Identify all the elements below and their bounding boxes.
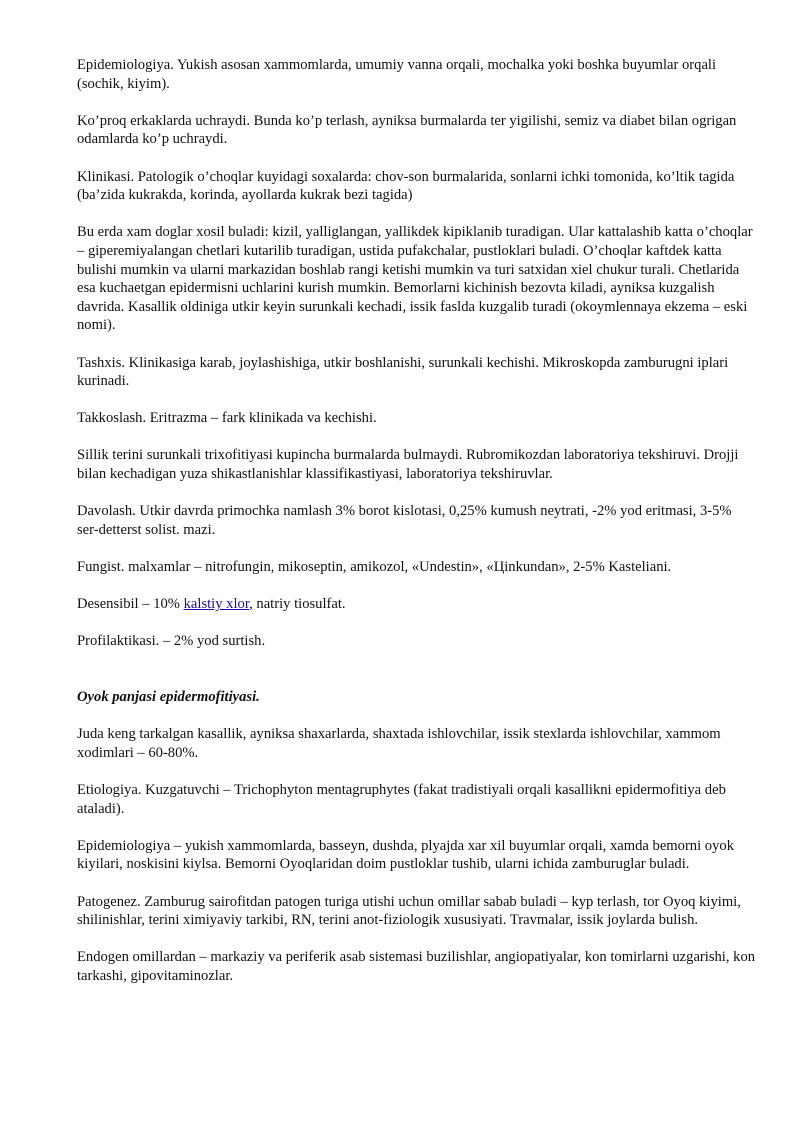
desensibil-text-before: Desensibil – 10%	[77, 596, 184, 613]
paragraph-desensibil	[77, 595, 756, 614]
paragraph-clinical: Klinikasi. Patologik o’choqlar kuyidagi soxalarda: chov-son burmalarida, sonlarni ichki tomonida, ko’ltik tagida (ba’zida kukrakda, korinda, ayollarda kukrak bezi tagida)	[77, 168, 735, 204]
calcium-chloride-link[interactable]: kalstiy xlor	[183, 596, 250, 613]
desensibil-text-after: , natriy tiosulfat.	[249, 596, 346, 613]
paragraph-diagnosis: Tashxis. Klinikasiga karab, joylashishiga, utkir boshlanishi, surunkali kechishi. Mikroskopda zamburugni iplari kurinadi.	[77, 354, 729, 390]
section-heading: Oyok panjasi epidermofitiyasi.	[77, 689, 260, 705]
paragraph-foot-epidemiology: Epidemiologiya – yukish xammomlarda, basseyn, dushda, plyajda xar xil buyumlar orqali, xamda bemorni oyok kiyilari, noskisini kiylsa. Bemorni Oyoqlaridan doim pustloklar tushib, ularni ichida zamburuglar buladi.	[77, 837, 734, 873]
paragraph-fungistatic: Fungist. malxamlar – nitrofungin, mikoseptin, amikozol, «Undestin», «Цinkundan», 2-5% Kasteliani.	[77, 559, 672, 576]
paragraph-differential: Takkoslash. Eritrazma – fark klinikada va kechishi.	[77, 410, 377, 427]
paragraph-prophylaxis: Profilaktikasi. – 2% yod surtish.	[77, 633, 266, 650]
paragraph-spread: Juda keng tarkalgan kasallik, ayniksa shaxarlarda, shaxtada ishlovchilar, issik stexlarda ishlovchilar, xammom xodimlari – 60-80%.	[77, 726, 721, 761]
paragraph-trichophytosis: Sillik terini surunkali trixofitiyasi kupincha burmalarda bulmaydi. Rubromikozdan laboratoriya tekshiruvi. Drojji bilan kechadigan yuza shikastlanishlar klassifikastiyasi, laboratoriya tekshiruvlar.	[77, 447, 739, 483]
paragraph-prevalence: Ko’proq erkaklarda uchraydi. Bunda ko’p terlash, ayniksa burmalarda ter yigilishi, semiz va diabet bilan ogrigan odamlarda ko’p uchraydi.	[77, 112, 737, 148]
paragraph-etiology: Etiologiya. Kuzgatuvchi – Trichophyton mentagruphytes (fakat tradistiyali orqali kasallikni epidermofitiya deb ataladi).	[77, 781, 726, 817]
paragraph-clinical-description: Bu erda xam doglar xosil buladi: kizil, yalliglangan, yallikdek kipiklanib turadigan. Ular kattalashib katta o’choqlar – giperemiyalangan chetlari kutarilib turadigan, ustida pufakchalar, pustloklari buladi. O’choqlar kaftdek katta bulishi mumkin va ularni markazidan boshlab rangi ketishi mumkin va turi satxidan xiel chukur turali. Chetlarida esa kuchaetgan epidermisni uchlarini kurish mumkin. Bemorlarni kichinish bezovta kiladi, ayniksa kuzgalish davrida. Kasallik oldiniga utkir keyin surunkali kechadi, issik faslda kuzgalib turadi (okoymlennaya ekzema – eski nomi).	[77, 224, 753, 334]
paragraph-pathogenesis: Patogenez. Zamburug sairofitdan patogen turiga utishi uchun omillar sabab buladi – kyp terlash, tor Oyoq kiyimi, shilinishlar, terini ximiyaviy tarkibi, RN, terini anot-fiziologik xususiyati. Travmalar, issik joylarda bulish.	[77, 893, 741, 929]
paragraph-treatment: Davolash. Utkir davrda primochka namlash 3% borot kislotasi, 0,25% kumush neytrati, -2% yod eritmasi, 3-5% ser-detterst solist. mazi.	[77, 503, 732, 538]
paragraph-endogenous: Endogen omillardan – markaziy va periferik asab sistemasi buzilishlar, angiopatiyalar, kon tomirlarni uzgarishi, kon tarkashi, gipovitaminozlar.	[77, 949, 756, 984]
paragraph-epidemiology: Epidemiologiya. Yukish asosan xammomlarda, umumiy vanna orqali, mochalka yoki boshka buyumlar orqali (sochik, kiyim).	[77, 57, 717, 92]
